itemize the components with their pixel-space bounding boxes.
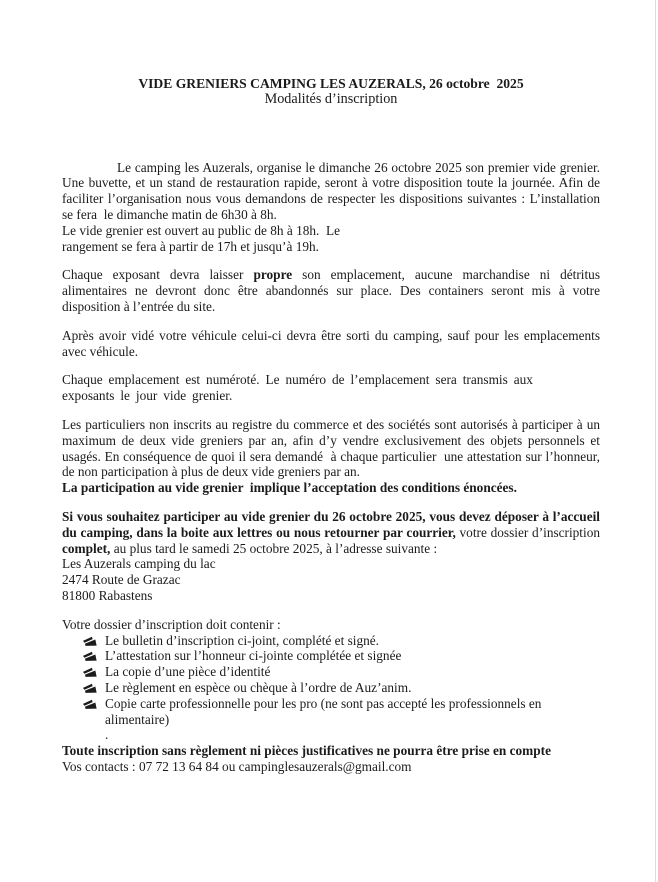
intro-paragraph	[62, 160, 600, 255]
text-run: 2474 Route de Grazac	[62, 572, 181, 588]
envelope-icon	[83, 667, 97, 678]
vehicle-paragraph	[62, 328, 600, 360]
text-run: Les Auzerals camping du lac	[62, 556, 216, 572]
text-run: Vos contacts : 07 72 13 64 84 ou campinglesauzerals@gmail.com	[62, 758, 412, 774]
participation-paragraph	[62, 417, 600, 496]
text-run: Les particuliers non inscrits au registre du commerce et des sociétés sont autorisés à participer à un maximum de deux vide greniers par an, afin d’y vendre exclusivement des objets personnels et usagés. En conséquence de quoi il sera demandé à chaque particulier une attestation sur l’honneur, de non participation à plus de deux vide greniers par an.	[62, 416, 600, 480]
checklist-item	[62, 664, 600, 680]
text-run: Le camping les Auzerals, organise le dimanche 26 octobre 2025 son premier vide grenier. Une buvette, et un stand de restauration rapide, seront à votre disposition toute la journée. Afin de faciliter l’organisation nous vous demandons de respecter les dispositions suivantes : L’installation se fera le dimanche matin de 6h30 à 8h.	[62, 159, 600, 222]
text-run: Si vous souhaitez participer au vide grenier du 26 octobre 2025, vous devez déposer à l’accueil du camping, dans la boite aux lettres ou nous retourner par courrier,	[62, 508, 600, 540]
numbering-paragraph	[62, 372, 600, 404]
text-run: propre	[253, 267, 293, 283]
checklist-item	[62, 633, 600, 649]
checklist-item-text: La copie d’une pièce d’identité	[105, 664, 271, 680]
text-run: exposants le jour vide grenier.	[62, 388, 233, 404]
checklist	[62, 633, 600, 728]
text-run: Chaque exposant devra laisser	[62, 267, 254, 283]
checklist-intro	[62, 617, 600, 633]
text-run: Après avoir vidé votre véhicule celui-ci devra être sorti du camping, sauf pour les emplacements avec véhicule.	[62, 327, 600, 359]
checklist-item	[62, 680, 600, 696]
envelope-icon	[83, 699, 97, 710]
contacts-line	[62, 759, 600, 775]
text-run: votre dossier d’inscription	[455, 524, 600, 540]
text-run: Chaque emplacement est numéroté. Le numéro de l’emplacement sera transmis aux	[62, 372, 533, 388]
envelope-icon	[83, 683, 97, 694]
cleanliness-paragraph	[62, 267, 600, 314]
checklist-item	[62, 648, 600, 664]
document-body	[62, 160, 600, 775]
document-subtitle: Modalités d’inscription	[264, 90, 398, 107]
checklist-item-text: Copie carte professionnelle pour les pro (ne sont pas accepté les professionnels en alimentaire)	[105, 695, 542, 727]
text-run: 81800 Rabastens	[62, 587, 153, 603]
checklist-item-text: Le règlement en espèce ou chèque à l’ordre de Auz’anim.	[105, 679, 412, 695]
text-run: complet,	[62, 540, 111, 556]
text-run: Le vide grenier est ouvert au public de 8h à 18h. Le	[62, 222, 341, 238]
text-run: .	[105, 727, 109, 743]
checklist-item-text: Le bulletin d’inscription ci-joint, complété et signé.	[105, 632, 379, 648]
submission-paragraph	[62, 509, 600, 604]
text-run: Votre dossier d’inscription doit contenir :	[62, 616, 281, 632]
text-run: au plus tard le samedi 25 octobre 2025, à l’adresse suivante :	[110, 540, 438, 556]
checklist-item	[62, 696, 600, 728]
text-run: son emplacement, aucune marchandise ni détritus alimentaires ne devront donc être abandonnés sur place. Des containers seront mis à votre disposition à l’entrée du site.	[62, 267, 600, 314]
text-run: rangement se fera à partir de 17h et jusqu’à 19h.	[62, 238, 319, 254]
text-run: Toute inscription sans règlement ni pièces justificatives ne pourra être prise en compte	[62, 743, 551, 759]
checklist-item-text: L’attestation sur l’honneur ci-jointe complétée et signée	[105, 648, 402, 664]
document-title: VIDE GRENIERS CAMPING LES AUZERALS, 26 octobre 2025	[138, 76, 524, 91]
page-edge-line	[655, 0, 656, 882]
stray-period-line	[62, 727, 600, 743]
envelope-icon	[83, 651, 97, 662]
envelope-icon	[83, 636, 97, 647]
no-payment-warning	[62, 743, 600, 759]
text-run: La participation au vide grenier implique l’acceptation des conditions énoncées.	[62, 480, 517, 496]
